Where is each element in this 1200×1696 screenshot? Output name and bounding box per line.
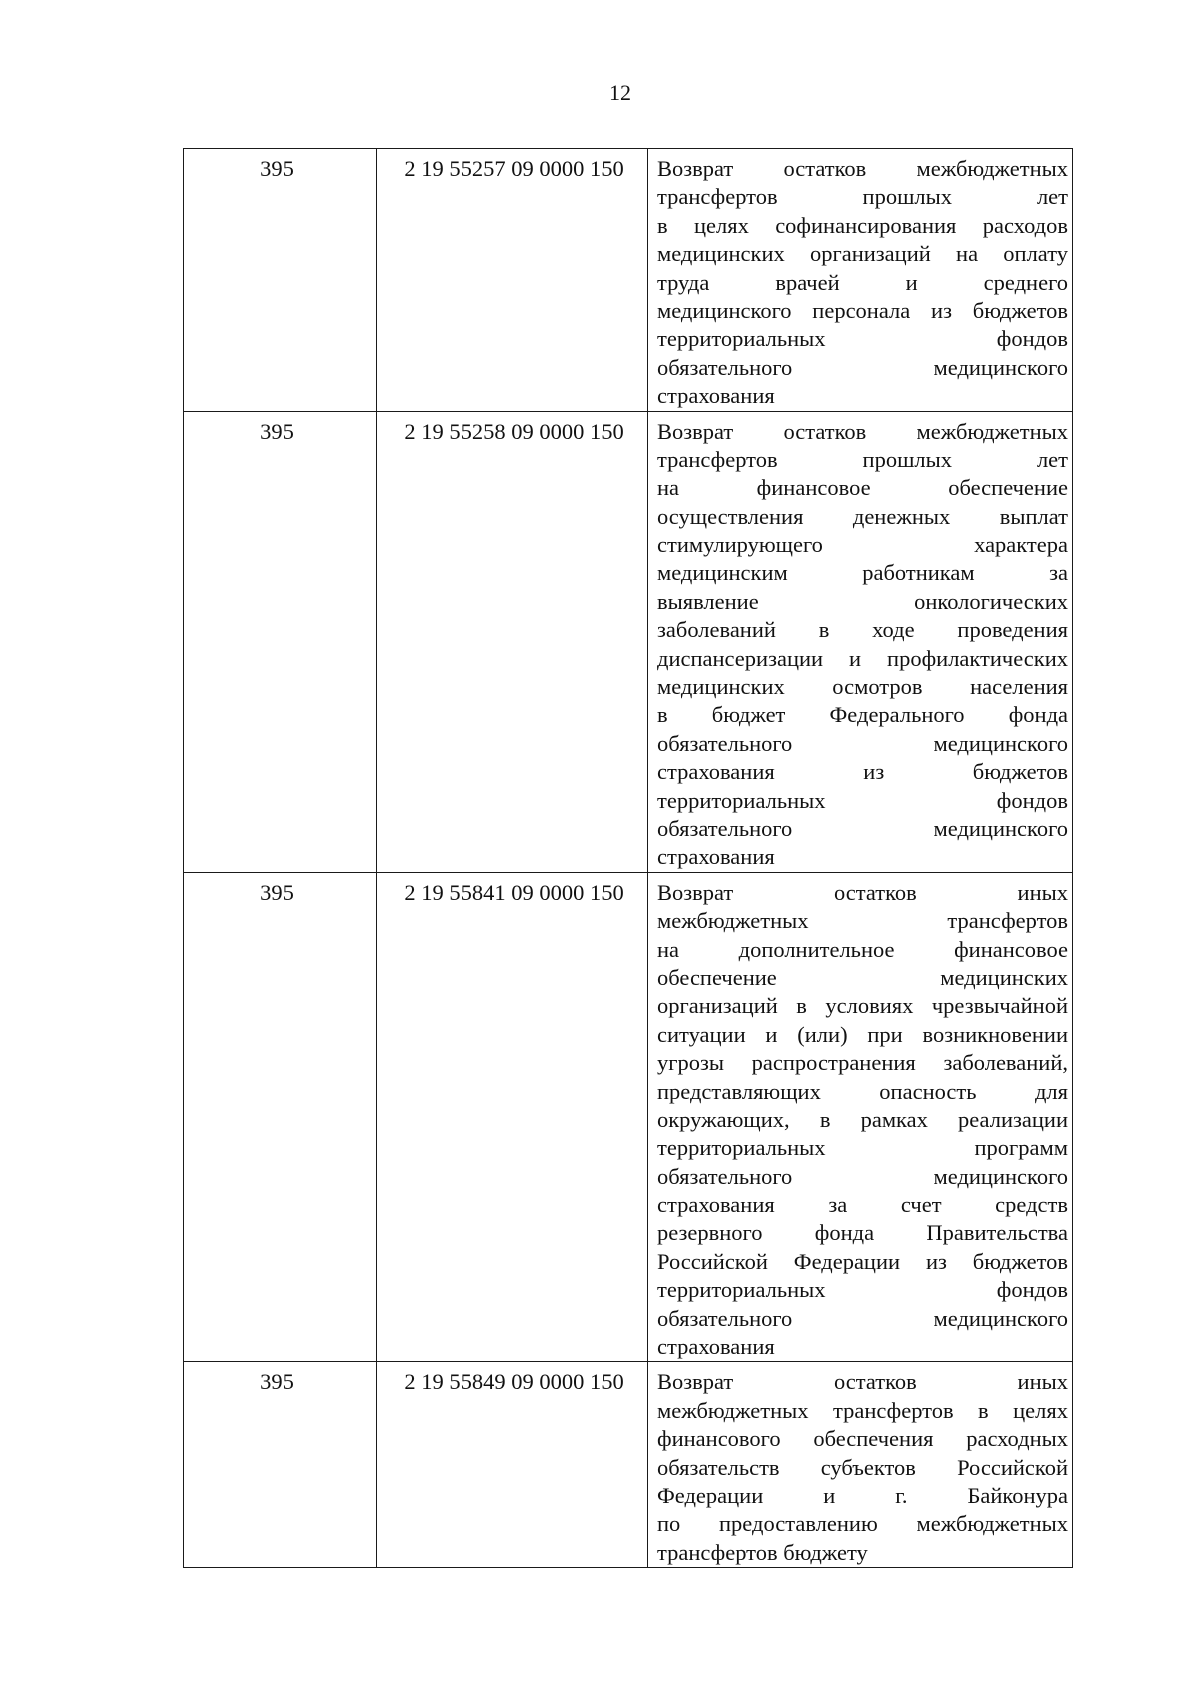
description-line: ситуации и (или) при возникновении xyxy=(657,1021,1068,1047)
description-line: представляющих опасность для xyxy=(657,1078,1068,1104)
description-line: страхования за счет средств xyxy=(657,1192,1068,1218)
description-line: территориальных фондов xyxy=(657,1277,1068,1303)
description-line: по предоставлению межбюджетных xyxy=(657,1511,1068,1537)
budget-code-cell: 2 19 55849 09 0000 150 xyxy=(377,1362,648,1568)
admin-code-cell: 395 xyxy=(184,1362,377,1568)
budget-code-cell: 2 19 55257 09 0000 150 xyxy=(377,149,648,412)
description-line: осуществления денежных выплат xyxy=(657,503,1068,529)
admin-code-cell: 395 xyxy=(184,872,377,1362)
description-line: страхования xyxy=(657,1334,775,1360)
description-line: обязательного медицинского xyxy=(657,354,1068,380)
description-line: на дополнительное финансовое xyxy=(657,936,1068,962)
description-line: медицинского персонала из бюджетов xyxy=(657,297,1068,323)
budget-code-cell: 2 19 55258 09 0000 150 xyxy=(377,411,648,872)
description-line: Возврат остатков межбюджетных xyxy=(657,418,1068,444)
description-line: финансового обеспечения расходных xyxy=(657,1426,1068,1452)
description-line: Российской Федерации из бюджетов xyxy=(657,1248,1068,1274)
description-line: Возврат остатков иных xyxy=(657,1369,1068,1395)
description-cell xyxy=(648,149,1073,412)
table-row xyxy=(184,411,1073,872)
description-line: медицинских осмотров населения xyxy=(657,674,1068,700)
description-line: организаций в условиях чрезвычайной xyxy=(657,993,1068,1019)
description-line: на финансовое обеспечение xyxy=(657,475,1068,501)
description-line: в бюджет Федерального фонда xyxy=(657,702,1068,728)
description-cell xyxy=(648,1362,1073,1568)
description-line: Возврат остатков иных xyxy=(657,879,1068,905)
table-body xyxy=(184,149,1073,1568)
description-line: Возврат остатков межбюджетных xyxy=(657,156,1068,181)
description-line: Федерации и г. Байконура xyxy=(657,1482,1068,1508)
description-line: трансфертов прошлых лет xyxy=(657,184,1068,210)
description-line: угрозы распространения заболеваний, xyxy=(657,1050,1068,1076)
description-line: медицинских организаций на оплату xyxy=(657,241,1068,267)
description-line: территориальных фондов xyxy=(657,326,1068,352)
table-row xyxy=(184,872,1073,1362)
budget-code-cell: 2 19 55841 09 0000 150 xyxy=(377,872,648,1362)
description-line: межбюджетных трансфертов xyxy=(657,908,1068,934)
description-line: обязательного медицинского xyxy=(657,730,1068,756)
description-line: страхования xyxy=(657,844,775,870)
description-line: обеспечение медицинских xyxy=(657,964,1068,990)
description-line: в целях софинансирования расходов xyxy=(657,212,1068,238)
description-line: территориальных фондов xyxy=(657,787,1068,813)
description-line: трансфертов прошлых лет xyxy=(657,446,1068,472)
description-line: окружающих, в рамках реализации xyxy=(657,1106,1068,1132)
description-cell xyxy=(648,872,1073,1362)
description-line: территориальных программ xyxy=(657,1135,1068,1161)
admin-code-cell: 395 xyxy=(184,149,377,412)
admin-code-cell: 395 xyxy=(184,411,377,872)
description-line: выявление онкологических xyxy=(657,588,1068,614)
description-line: медицинским работникам за xyxy=(657,560,1068,586)
description-line: заболеваний в ходе проведения xyxy=(657,617,1068,643)
description-line: диспансеризации и профилактических xyxy=(657,645,1068,671)
description-line: труда врачей и среднего xyxy=(657,269,1068,295)
budget-codes-table xyxy=(183,148,1073,1568)
page-number: 12 xyxy=(609,80,631,105)
description-line: трансфертов бюджету xyxy=(657,1539,868,1565)
description-line: страхования xyxy=(657,383,775,409)
description-line: межбюджетных трансфертов в целях xyxy=(657,1397,1068,1423)
description-line: резервного фонда Правительства xyxy=(657,1220,1068,1246)
description-line: обязательного медицинского xyxy=(657,815,1068,841)
description-line: обязательств субъектов Российской xyxy=(657,1454,1068,1480)
description-line: стимулирующего характера xyxy=(657,532,1068,558)
table-row xyxy=(184,1362,1073,1568)
table-row xyxy=(184,149,1073,412)
description-line: обязательного медицинского xyxy=(657,1163,1068,1189)
description-line: страхования из бюджетов xyxy=(657,759,1068,785)
description-cell xyxy=(648,411,1073,872)
description-line: обязательного медицинского xyxy=(657,1305,1068,1331)
